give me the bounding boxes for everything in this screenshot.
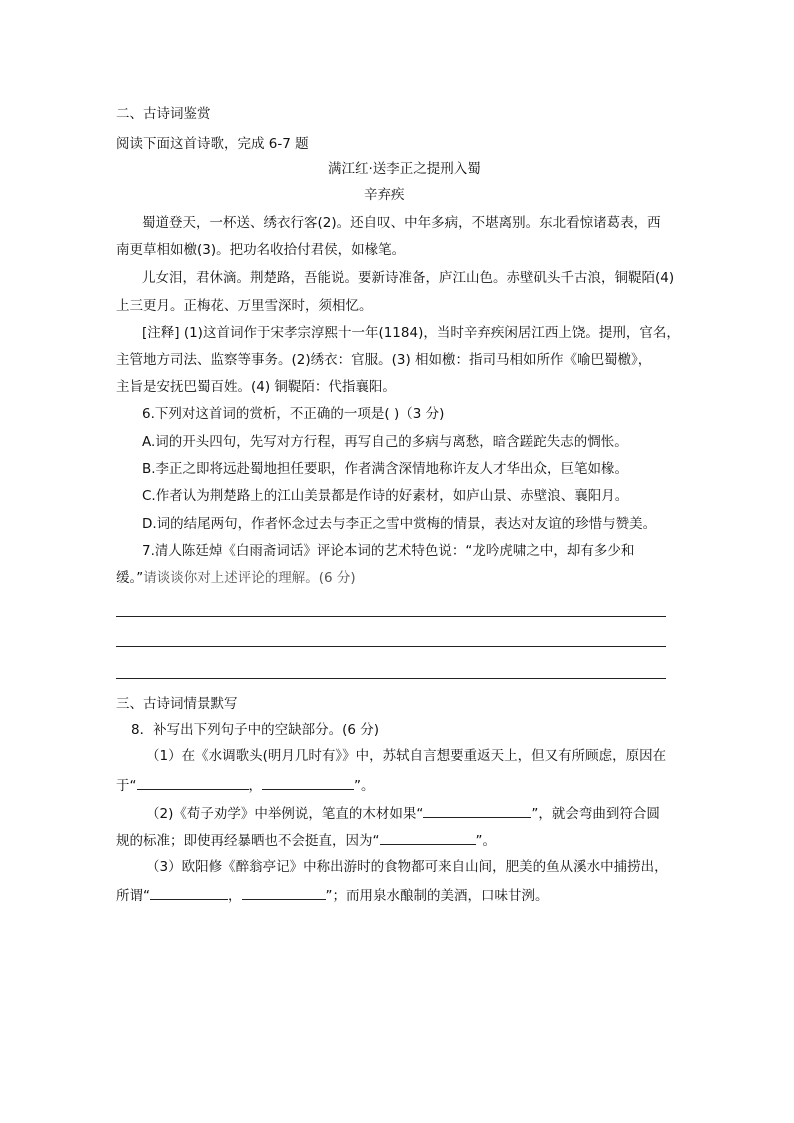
- question-8-item-3-line-1: （3）欧阳修《醉翁亭记》中称出游时的食物都可来自山间，肥美的鱼从溪水中捕捞出，: [146, 859, 668, 875]
- poem-stanza-2-line-1: 儿女泪，君休滴。荆楚路，吾能说。要新诗准备，庐江山色。赤壁矶头千古浪，铜鞮陌(4): [142, 270, 675, 286]
- notes-line-3: 主旨是安抚巴蜀百姓。(4) 铜鞮陌：代指襄阳。: [116, 379, 396, 395]
- question-7-quote-end: 缓。”: [116, 570, 144, 586]
- question-8-item-1-line-2: [116, 774, 375, 796]
- fill-blank-3a[interactable]: [150, 884, 228, 900]
- question-6-stem: 6.下列对这首词的赏析，不正确的一项是( )（3 分): [142, 406, 445, 422]
- question-6-option-d: D.词的结尾两句，作者怀念过去与李正之雪中赏梅的情景，表达对友谊的珍惜与赞美。: [142, 516, 657, 532]
- question-7-prompt: 请谈谈你对上述评论的理解。(6 分): [143, 570, 356, 586]
- question-8-item-1-line-1: （1）在《水调歌头(明月几时有》》中，苏轼自言想要重返天上，但又有所顾虑，原因在: [146, 748, 667, 764]
- item-1-separator: ，: [248, 778, 262, 794]
- poem-author: 辛弃疾: [364, 187, 405, 203]
- poem-stanza-1-line-2: 南更草相如檄(3)。把功名收拾付君侯，如椽笔。: [116, 242, 406, 258]
- question-7-stem-line-1: 7.清人陈廷焯《白雨斋词话》评论本词的艺术特色说：“龙吟虎啸之中，却有多少和: [142, 543, 635, 559]
- question-6-option-b: B.李正之即将远赴蜀地担任要职，作者满含深情地称许友人才华出众，巨笔如椽。: [142, 461, 629, 477]
- item-3-prefix: 所谓“: [116, 888, 150, 904]
- answer-line-1[interactable]: [116, 616, 666, 617]
- notes-line-1: [注释] (1)这首词作于宋孝宗淳熙十一年(1184)，当时辛弃疾闲居江西上饶。提刑，官名，: [142, 325, 680, 341]
- question-6-option-a: A.词的开头四句，先写对方行程，再写自己的多病与离愁，暗含蹉跎失志的惆怅。: [142, 434, 628, 450]
- item-2-line-2-prefix: 规的标准；即使再经暴晒也不会挺直，因为“: [116, 833, 380, 849]
- poem-stanza-2-line-2: 上三更月。正梅花、万里雪深时，须相忆。: [116, 298, 373, 314]
- question-6-option-c: C.作者认为荆楚路上的江山美景都是作诗的好素材，如庐山景、赤壁浪、襄阳月。: [142, 488, 629, 504]
- item-1-suffix: ”。: [354, 778, 375, 794]
- fill-blank-2a[interactable]: [423, 802, 531, 818]
- notes-line-2: 主管地方司法、监察等事务。(2)绣衣：官服。(3) 相如檄：指司马相如所作《喻巴蜀檄》，: [116, 352, 652, 368]
- item-2-suffix: ”，就会弯曲到符合圆: [531, 806, 660, 822]
- item-3-separator: ，: [228, 888, 242, 904]
- poem-stanza-1-line-1: 蜀道登天，一杯送、绣衣行客(2)。还自叹、中年多病，不堪离别。东北看惊诸葛表，西: [142, 215, 661, 231]
- item-3-suffix: ”；而用泉水酿制的美酒，口味甘洌。: [325, 888, 549, 904]
- item-2-line-2-suffix: ”。: [475, 833, 496, 849]
- reading-instruction: 阅读下面这首诗歌，完成 6-7 题: [116, 136, 309, 152]
- answer-line-3[interactable]: [116, 678, 666, 679]
- fill-blank-1a[interactable]: [137, 774, 249, 790]
- question-8-stem: 8．补写出下列句子中的空缺部分。(6 分): [131, 722, 380, 738]
- answer-line-2[interactable]: [116, 646, 666, 647]
- fill-blank-1b[interactable]: [262, 774, 354, 790]
- section-2-heading: 二、古诗词鉴赏: [116, 106, 211, 122]
- question-8-item-3-line-2: [116, 884, 549, 906]
- section-3-heading: 三、古诗词情景默写: [116, 696, 238, 712]
- fill-blank-3b[interactable]: [242, 884, 326, 900]
- question-8-item-2-line-1: [146, 802, 660, 824]
- item-1-prefix: 于“: [116, 778, 137, 794]
- fill-blank-2b[interactable]: [380, 829, 476, 845]
- poem-title: 满江红·送李正之提刑入蜀: [328, 161, 481, 177]
- item-2-prefix: （2)《荀子劝学》中举例说，笔直的木材如果“: [146, 806, 424, 822]
- question-8-item-2-line-2: [116, 829, 496, 851]
- question-7-stem-line-2: [116, 568, 356, 588]
